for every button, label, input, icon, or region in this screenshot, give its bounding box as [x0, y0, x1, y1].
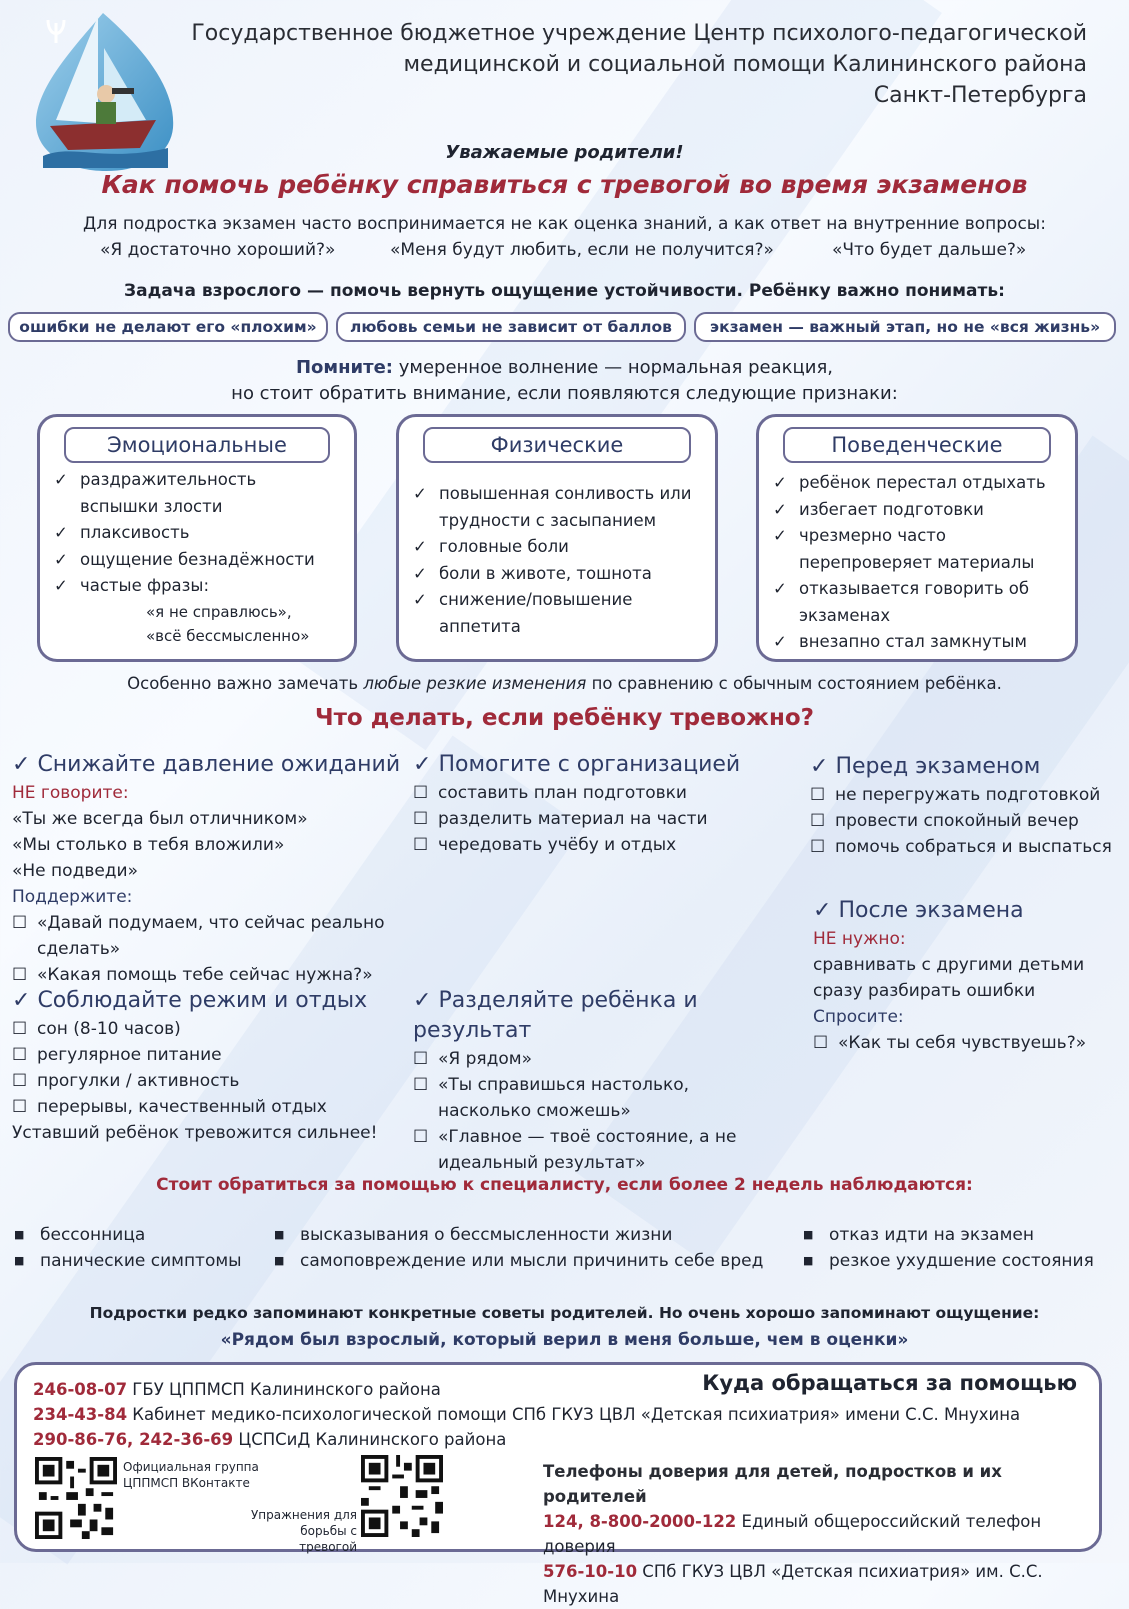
specialist-list-2: ■ высказывания о бессмысленности жизни ■ самоповреждение или мысли причинить себе вред [274, 1222, 763, 1274]
task-heading: Задача взрослого — помочь вернуть ощущение устойчивости. Ребёнку важно понимать: [124, 281, 1005, 301]
pill-mistakes: ошибки не делают его «плохим» [8, 312, 328, 342]
before-exam-heading: Перед экзаменом [835, 754, 1041, 779]
phone-number[interactable]: 124, 8-800-2000-122 [543, 1512, 737, 1531]
check-icon: ✓ [12, 752, 31, 777]
phone-number[interactable]: 234-43-84 [33, 1405, 128, 1424]
remember-text: Помните: умеренное волнение — нормальная реакция, но стоит обратить внимание, если появляются следующие признаки: [231, 357, 898, 404]
bullet-icon: ■ [274, 1228, 285, 1241]
emotional-signs-box: Эмоциональные ✓ раздражительность вспышки злости ✓ плаксивость ✓ ощущение безнадёжности ✓ частые фразы: «я не справлюсь», «всё бессмысленно» [37, 414, 357, 662]
contacts-box [14, 1362, 1102, 1606]
check-icon: ✓ [413, 988, 432, 1013]
behavioral-signs-box: Поведенческие ✓ ребёнок перестал отдыхать ✓ избегает подготовки ✓ чрезмерно часто перепроверяет материалы ✓ отказывается говорить об экзаменах ✓ внезапно стал замкнутым [756, 414, 1078, 662]
bullet-icon: ■ [14, 1254, 25, 1267]
specialist-heading: Стоит обратиться за помощью к специалисту, если более 2 недель наблюдаются: [156, 1175, 973, 1195]
qr-code-exercises-icon[interactable] [361, 1455, 443, 1537]
checkbox-icon: ☐ [413, 783, 429, 803]
separate-heading: Разделяйте ребёнка и результат [413, 988, 698, 1043]
teen-quote: «Рядом был взрослый, который верил в меня больше, чем в оценки» [220, 1330, 909, 1350]
checkbox-icon: ☐ [12, 965, 28, 985]
qr2-caption: Упражнения для борьбы с тревогой [250, 1508, 357, 1554]
bullet-icon: ■ [803, 1254, 814, 1267]
page-title: Как помочь ребёнку справиться с тревогой во время экзаменов [101, 170, 1028, 199]
checkbox-icon: ☐ [413, 1049, 429, 1069]
check-icon: ✓ [54, 549, 68, 569]
teen-message: Подростки редко запоминают конкретные советы родителей. Но очень хорошо запоминают ощущение: «Рядом был взрослый, который верил в меня больше, чем в оценки» [0, 1300, 1129, 1354]
regime-heading: Соблюдайте режим и отдых [37, 988, 368, 1013]
checkbox-icon: ☐ [810, 811, 826, 831]
check-icon: ✓ [413, 563, 427, 583]
what-to-do-title: Что делать, если ребёнку тревожно? [315, 705, 814, 731]
checkbox-icon: ☐ [413, 809, 429, 829]
contacts-list: 246-08-07 ГБУ ЦППМСП Калининского района 234-43-84 Кабинет медико-психологической помощи СПб ГКУЗ ЦВЛ «Детская психиатрия» имени С.С. Мнухина 290-86-76, 242-36-69 ЦСПСиД Калининского района [33, 1380, 1021, 1449]
specialist-list-1: ■ бессонница ■ панические симптомы [14, 1222, 242, 1274]
check-icon: ✓ [810, 754, 829, 779]
checkbox-icon: ☐ [12, 1019, 28, 1039]
checkbox-icon: ☐ [12, 913, 28, 933]
check-icon: ✓ [413, 484, 427, 503]
specialist-list-3: ■ отказ идти на экзамен ■ резкое ухудшение состояния [803, 1222, 1094, 1274]
question-3: «Что будет дальше?» [832, 240, 1027, 260]
phone-number[interactable]: 246-08-07 [33, 1380, 128, 1399]
check-icon: ✓ [413, 590, 427, 609]
checkbox-icon: ☐ [12, 1071, 28, 1091]
qr1-caption: Официальная группа ЦППМСП ВКонтакте [123, 1460, 259, 1490]
check-icon: ✓ [773, 526, 787, 545]
organize-section: ✓ Помогите с организацией ☐ составить план подготовки ☐ разделить материал на части ☐ чередовать учёбу и отдых [413, 750, 793, 858]
behavioral-signs-title: Поведенческие [783, 427, 1051, 463]
intro-text: Для подростка экзамен часто воспринимается не как оценка знаний, а как ответ на внутренние вопросы: [83, 214, 1046, 234]
checkbox-icon: ☐ [810, 837, 826, 857]
check-icon: ✓ [413, 537, 427, 556]
physical-signs-box: Физические ✓ повышенная сонливость или трудности с засыпанием ✓ головные боли ✓ боли в животе, тошнота ✓ снижение/повышение аппетита [396, 414, 718, 662]
emotional-signs-title: Эмоциональные [64, 427, 330, 463]
question-2: «Меня будут любить, если не получится?» [390, 240, 774, 260]
checkbox-icon: ☐ [413, 835, 429, 855]
pressure-heading: Снижайте давление ожиданий [37, 752, 401, 777]
phone-number[interactable]: 290-86-76, 242-36-69 [33, 1430, 234, 1449]
check-icon: ✓ [54, 470, 68, 489]
hotlines: Телефоны доверия для детей, подростков и их родителей 124, 8-800-2000-122 Единый общероссийский телефон доверия 576-10-10 СПб ГКУЗ ЦВЛ «Детская психиатрия» им. С.С. Мнухина [543, 1462, 1043, 1606]
contacts-title: Куда обращаться за помощью [702, 1371, 1077, 1395]
checkbox-icon: ☐ [12, 1097, 28, 1117]
pill-exam-stage: экзамен — важный этап, но не «вся жизнь» [694, 312, 1116, 342]
check-icon: ✓ [773, 473, 787, 492]
check-icon: ✓ [773, 632, 787, 651]
after-exam-section: ✓ После экзамена НЕ нужно: сравнивать с другими детьми сразу разбирать ошибки Спросите: ☐ «Как ты себя чувствуешь?» [813, 896, 1113, 1056]
checkbox-icon: ☐ [813, 1033, 829, 1053]
check-icon: ✓ [54, 523, 68, 542]
pressure-section: ✓ Снижайте давление ожиданий НЕ говорите: «Ты же всегда был отличником» «Мы столько в тебя вложили» «Не подведи» Поддержите: ☐ «Давай подумаем, что сейчас реально сделать» ☐ «Какая помощь тебе сейчас нужна?» [12, 750, 472, 988]
bullet-icon: ■ [274, 1254, 285, 1267]
check-icon: ✓ [773, 499, 787, 519]
check-icon: ✓ [54, 576, 68, 595]
after-exam-heading: После экзамена [838, 898, 1024, 923]
qr-code-vk-icon[interactable] [35, 1457, 117, 1539]
regime-section: ✓ Соблюдайте режим и отдых ☐ сон (8-10 часов) ☐ регулярное питание ☐ прогулки / активность ☐ перерывы, качественный отдых Уставший ребёнок тревожится сильнее! [12, 988, 378, 1143]
organize-heading: Помогите с организацией [438, 752, 741, 777]
greeting: Уважаемые родители! [445, 142, 684, 163]
checkbox-icon: ☐ [810, 785, 826, 805]
separate-section: ✓ Разделяйте ребёнка и результат ☐ «Я рядом» ☐ «Ты справишься настолько, насколько сможешь» ☐ «Главное — твоё состояние, а не идеальный результат» [413, 986, 813, 1176]
organization-name: Государственное бюджетное учреждение Центр психолого-педагогической медицинской и социальной помощи Калининского района Санкт-Петербурга [191, 21, 1087, 108]
check-icon: ✓ [413, 752, 432, 777]
before-exam-section: ✓ Перед экзаменом ☐ не перегружать подготовкой ☐ провести спокойный вечер ☐ помочь собраться и выспаться [810, 752, 1120, 860]
checkbox-icon: ☐ [12, 1045, 28, 1065]
checkbox-icon: ☐ [413, 1127, 429, 1147]
bullet-icon: ■ [14, 1228, 25, 1241]
phone-number[interactable]: 576-10-10 [543, 1562, 638, 1581]
bullet-icon: ■ [803, 1228, 814, 1241]
check-icon: ✓ [12, 988, 31, 1013]
notice-text: Особенно важно замечать любые резкие изменения по сравнению с обычным состоянием ребёнка. [127, 674, 1002, 693]
check-icon: ✓ [813, 898, 832, 923]
check-icon: ✓ [773, 579, 787, 598]
pill-family-love: любовь семьи не зависит от баллов [336, 312, 686, 342]
checkbox-icon: ☐ [413, 1075, 429, 1095]
question-1: «Я достаточно хороший?» [100, 240, 336, 260]
physical-signs-title: Физические [423, 427, 691, 463]
